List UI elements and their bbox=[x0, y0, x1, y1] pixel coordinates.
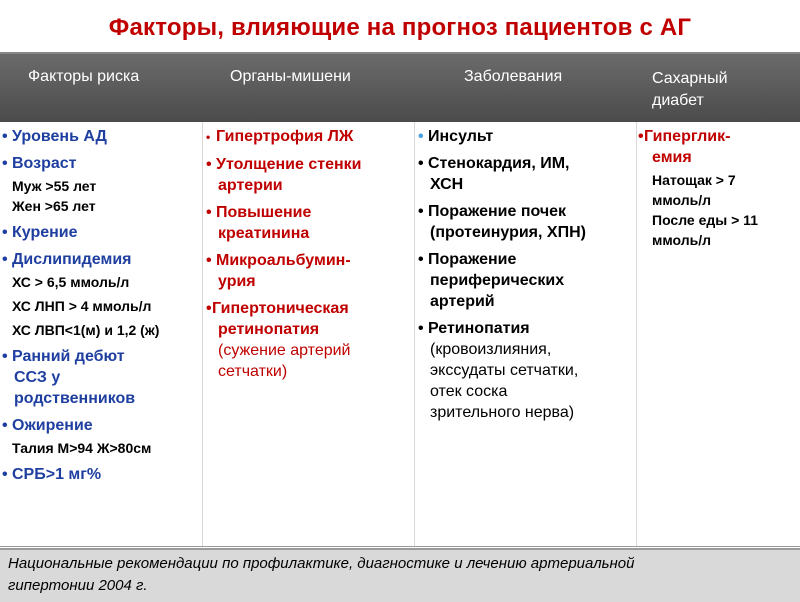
organ-retinopathy-line1: Гипертоническая bbox=[212, 300, 349, 317]
organ-thickening-line2: артерии bbox=[218, 177, 283, 194]
organ-creatinine-line1: Повышение bbox=[216, 204, 312, 221]
diabetes-column bbox=[638, 126, 798, 550]
bullet-icon: • bbox=[206, 300, 212, 317]
bullet-icon: • bbox=[206, 130, 211, 144]
risk-ldl: ХС ЛНП > 4 ммоль/л bbox=[12, 298, 152, 314]
risk-age: Возраст bbox=[12, 155, 77, 172]
risk-crp: СРБ>1 мг% bbox=[12, 466, 102, 483]
list-item bbox=[206, 126, 412, 148]
list-item bbox=[2, 415, 200, 436]
risk-obesity: Ожирение bbox=[12, 417, 93, 434]
header-target-organs: Органы-мишени bbox=[230, 68, 351, 85]
risk-early-onset-line3: родственников bbox=[14, 390, 136, 407]
bullet-icon: • bbox=[206, 252, 212, 269]
disease-kidney-line2: (протеинурия, ХПН) bbox=[430, 224, 586, 241]
bullet-icon: • bbox=[206, 156, 212, 173]
footer-line1: Национальные рекомендации по профилактике, диагностике и лечению артериальной bbox=[8, 555, 635, 572]
list-item bbox=[206, 154, 412, 196]
column-divider bbox=[414, 122, 415, 546]
bullet-icon: • bbox=[2, 128, 8, 145]
list-item bbox=[2, 222, 200, 243]
diseases-column bbox=[418, 126, 634, 550]
bullet-icon: • bbox=[418, 128, 424, 145]
bullet-icon: • bbox=[638, 128, 644, 145]
table-body bbox=[0, 122, 800, 547]
list-item bbox=[2, 346, 200, 409]
bullet-icon: • bbox=[2, 466, 8, 483]
disease-peripheral-line1: Поражение bbox=[428, 251, 517, 268]
disease-kidney-line1: Поражение почек bbox=[428, 203, 567, 220]
organ-retinopathy-line4: сетчатки) bbox=[218, 363, 288, 380]
bullet-icon: • bbox=[418, 251, 424, 268]
column-divider bbox=[202, 122, 203, 546]
organ-creatinine-line2: креатинина bbox=[218, 225, 310, 242]
risk-smoking: Курение bbox=[12, 224, 78, 241]
disease-retinopathy-line4: отек соска bbox=[430, 383, 508, 400]
disease-retinopathy-line2: (кровоизлияния, bbox=[430, 341, 552, 358]
bullet-icon: • bbox=[418, 155, 424, 172]
organ-thickening-line1: Утолщение стенки bbox=[216, 156, 362, 173]
header-diabetes-line1: Сахарный bbox=[652, 70, 728, 87]
list-item bbox=[206, 298, 412, 382]
risk-dyslipidemia: Дислипидемия bbox=[12, 251, 132, 268]
bullet-icon: • bbox=[2, 348, 8, 365]
organ-retinopathy-line3: (сужение артерий bbox=[218, 342, 351, 359]
list-item bbox=[2, 464, 200, 485]
list-item bbox=[206, 250, 412, 292]
disease-peripheral-line3: артерий bbox=[430, 293, 495, 310]
bullet-icon: • bbox=[2, 417, 8, 434]
header-diabetes bbox=[652, 68, 728, 112]
organ-microalbumin-line2: урия bbox=[218, 273, 256, 290]
disease-retinopathy-line5: зрительного нерва) bbox=[430, 404, 575, 421]
list-item bbox=[2, 153, 200, 174]
target-organs-column bbox=[206, 126, 412, 550]
risk-ad: Уровень АД bbox=[12, 128, 107, 145]
header-risk-factors: Факторы риска bbox=[28, 68, 140, 85]
list-item bbox=[2, 126, 200, 147]
risk-age-female: Жен >65 лет bbox=[12, 198, 96, 214]
column-divider bbox=[636, 122, 637, 546]
list-item bbox=[206, 202, 412, 244]
risk-early-onset-line1: Ранний дебют bbox=[12, 348, 125, 365]
diabetes-after-meal-line1: После еды > 11 bbox=[652, 212, 758, 228]
list-item bbox=[2, 249, 200, 270]
risk-waist: Талия М>94 Ж>80см bbox=[12, 440, 152, 456]
page-title: Факторы, влияющие на прогноз пациентов с АГ bbox=[108, 14, 692, 41]
disease-angina-line1: Стенокардия, ИМ, bbox=[428, 155, 570, 172]
diabetes-hyperglycemia-line1: Гиперглик- bbox=[644, 128, 731, 145]
risk-age-male: Муж >55 лет bbox=[12, 178, 97, 194]
bullet-icon: • bbox=[2, 224, 8, 241]
list-item bbox=[418, 249, 634, 312]
footer-line2: гипертонии 2004 г. bbox=[8, 577, 148, 594]
table-header bbox=[0, 52, 800, 124]
header-diabetes-line2: диабет bbox=[652, 92, 704, 109]
disease-angina-line2: ХСН bbox=[430, 176, 464, 193]
risk-hdl: ХС ЛВП<1(м) и 1,2 (ж) bbox=[12, 322, 160, 338]
list-item bbox=[418, 318, 634, 423]
disease-stroke: Инсульт bbox=[428, 128, 494, 145]
header-diseases: Заболевания bbox=[464, 68, 563, 85]
source-footer bbox=[0, 548, 800, 602]
bullet-icon: • bbox=[206, 204, 212, 221]
diabetes-fasting-line2: ммоль/л bbox=[652, 192, 712, 208]
diabetes-after-meal-line2: ммоль/л bbox=[652, 232, 712, 248]
disease-peripheral-line2: периферических bbox=[430, 272, 565, 289]
list-item bbox=[418, 126, 634, 147]
bullet-icon: • bbox=[2, 251, 8, 268]
list-item bbox=[418, 201, 634, 243]
risk-factors-column bbox=[2, 126, 200, 550]
bullet-icon: • bbox=[2, 155, 8, 172]
organ-lvh: Гипертрофия ЛЖ bbox=[216, 128, 354, 145]
disease-retinopathy-line3: экссудаты сетчатки, bbox=[430, 362, 579, 379]
diabetes-hyperglycemia-line2: емия bbox=[652, 149, 692, 166]
risk-cholesterol: ХС > 6,5 ммоль/л bbox=[12, 274, 130, 290]
organ-microalbumin-line1: Микроальбумин- bbox=[216, 252, 351, 269]
organ-retinopathy-line2: ретинопатия bbox=[218, 321, 320, 338]
bullet-icon: • bbox=[418, 203, 424, 220]
bullet-icon: • bbox=[418, 320, 424, 337]
factors-table bbox=[0, 52, 800, 546]
list-item bbox=[638, 126, 798, 168]
list-item bbox=[418, 153, 634, 195]
disease-retinopathy-line1: Ретинопатия bbox=[428, 320, 530, 337]
diabetes-fasting-line1: Натощак > 7 bbox=[652, 172, 736, 188]
risk-early-onset-line2: ССЗ у bbox=[14, 369, 61, 386]
